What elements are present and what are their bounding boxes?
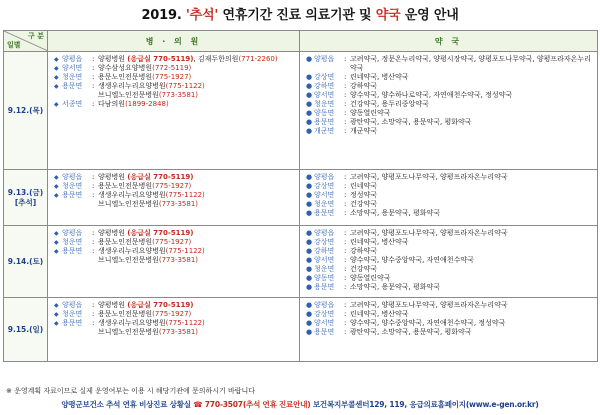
pharmacy-cell [300,170,598,226]
region-name: 서종면 [62,100,83,108]
separator: : [344,191,347,199]
circle-bullet-icon: ● [306,319,313,327]
region-name: 양서면 [314,91,335,99]
separator: : [92,301,95,309]
circle-bullet-icon: ● [306,91,313,99]
circle-bullet-icon: ● [306,73,313,81]
pharmacy-entry [306,73,593,82]
region-name: 청운면 [314,200,335,208]
separator: : [344,200,347,208]
pharmacy-entry [306,274,593,283]
region-name: 양동면 [314,109,335,117]
circle-bullet-icon: ● [306,55,313,63]
pharmacy-entry [306,256,593,265]
hospital-phone: (771-2260) [238,55,278,63]
region-name: 용문면 [314,118,335,126]
separator: : [344,118,347,126]
pharmacy-names: 고려약국, 양평포도나무약국, 양평프라자온누리약국 [350,229,508,237]
day-date: 9.15.(일) [7,324,44,334]
pharmacy-cell [300,298,598,362]
separator: : [92,64,95,72]
region-name: 강상면 [314,73,335,81]
pharmacy-names: 소망약국, 용문약국, 평화약국 [350,209,441,217]
hospital-phone: (775-1122) [165,82,205,90]
hospital-names [98,310,191,319]
separator: : [92,319,95,327]
hospital-names [98,100,169,109]
pharmacy-names: 양수약국, 양수하나로약국, 자연애천수약국, 정성약국 [350,91,513,99]
region-name: 청운면 [314,100,335,108]
region-name: 강하면 [314,82,335,90]
pharmacy-entry [306,247,593,256]
pharmacy-names: 강하약국 [350,247,378,255]
hospital-name: 용문노인전문병원 [98,310,153,318]
day-date: 9.14.(토) [7,256,44,266]
pharmacy-entry [306,191,593,200]
hospital-name: 용문노인전문병원 [98,73,153,81]
separator: : [92,173,95,181]
separator: : [344,209,347,217]
pharmacy-entry [306,55,593,73]
pharmacy-names: 광탄약국, 소망약국, 용문약국, 평화약국 [350,118,472,126]
square-bullet-icon: ◆ [54,230,59,237]
region-name: 청운면 [62,310,83,318]
hospital-name: 생생우리누리요양병원 [98,82,166,90]
hospital-entry [54,82,295,91]
region-name: 개군면 [314,127,335,135]
contact-phone: 770-3507(추석 연휴 진료안내) [202,400,311,409]
region-name: 용문면 [62,319,83,327]
region-name: 용문면 [62,82,83,90]
separator: : [344,182,347,190]
hospital-names [98,247,205,256]
pharmacy-entry [306,328,593,337]
pharmacy-cell [300,226,598,298]
region-name: 용문면 [314,209,335,217]
pharmacy-cell [300,52,598,170]
pharmacy-names: 린네약국, 병산약국 [350,73,409,81]
hospital-names [98,55,278,64]
pharmacy-names: 개군약국 [350,127,378,135]
square-bullet-icon: ◆ [54,101,59,108]
square-bullet-icon: ◆ [54,83,59,90]
hospital-names [98,73,191,82]
separator: : [344,256,347,264]
region-name: 양평읍 [314,173,335,181]
hospital-names [98,238,191,247]
schedule-table [3,30,598,362]
circle-bullet-icon: ● [306,328,313,336]
hospital-entry [54,247,295,256]
hospital-entry [54,55,295,64]
pharmacy-entry [306,182,593,191]
circle-bullet-icon: ● [306,238,313,246]
separator: : [344,100,347,108]
pharmacy-names: 린네약국, 병산약국 [350,310,409,318]
separator: : [92,100,95,108]
separator: : [92,247,95,255]
hospital-entry [54,238,295,247]
day-row [4,52,598,170]
pharmacy-entry [306,100,593,109]
day-row [4,298,598,362]
emergency-phone: (응급실 770-5119) [127,173,194,181]
emergency-phone: (응급실 770-5119) [127,229,194,237]
pharmacy-names: 건강약국 [350,200,378,208]
hospital-phone: (775-1927) [152,73,192,81]
square-bullet-icon: ◆ [54,56,59,63]
hospital-name: 용문노인전문병원 [98,238,153,246]
circle-bullet-icon: ● [306,200,313,208]
corner-label-category: 구 분 [28,32,44,40]
day-holiday-label: [추석] [14,197,37,207]
pharmacy-entry [306,310,593,319]
hospital-name: 양수삼성요양병원 [98,64,153,72]
region-name: 용문면 [62,191,83,199]
region-name: 양평읍 [62,55,83,63]
hospital-name: 브니엘노인전문병원 [98,91,159,99]
square-bullet-icon: ◆ [54,320,59,327]
circle-bullet-icon: ● [306,173,313,181]
separator: : [92,55,95,63]
day-date: 9.12.(목) [7,105,44,115]
hospital-entry [54,182,295,191]
pharmacy-names: 양수약국, 양수중앙약국, 자연애천수약국 [350,256,474,264]
hospital-entry [54,310,295,319]
hospital-names [98,82,205,91]
square-bullet-icon: ◆ [54,65,59,72]
separator: : [344,127,347,135]
pharmacy-names: 건강약국 [350,265,378,273]
hospital-phone: (1899-2848) [125,100,169,108]
region-name: 용문면 [62,247,83,255]
region-name: 양평읍 [62,301,83,309]
hospital-cell [48,226,300,298]
region-name: 양서면 [314,191,335,199]
hospital-names [98,229,193,238]
region-name: 청운면 [62,182,83,190]
region-name: 양서면 [314,319,335,327]
hospital-phone: (775-1927) [152,238,192,246]
pharmacy-entry [306,82,593,91]
region-name: 강하면 [314,247,335,255]
hospital-entry [54,229,295,238]
circle-bullet-icon: ● [306,247,313,255]
hospital-entry-extra [54,91,295,100]
hospital-names [98,173,193,182]
separator: : [92,310,95,318]
region-name: 청운면 [314,265,335,273]
circle-bullet-icon: ● [306,118,313,126]
title-highlight-pharmacy: 약국 [375,8,401,23]
square-bullet-icon: ◆ [54,302,59,309]
pharmacy-entry [306,209,593,218]
hospital-name: 용문노인전문병원 [98,182,153,190]
pharmacy-entry [306,265,593,274]
hospital-phone: (775-1122) [165,191,205,199]
separator: : [344,274,347,282]
separator: : [344,91,347,99]
region-name: 양평읍 [62,229,83,237]
hospital-name-2: , 김재두한의원 [193,55,239,63]
separator: : [92,82,95,90]
square-bullet-icon: ◆ [54,74,59,81]
separator: : [344,265,347,273]
pharmacy-names: 정성약국 [350,191,378,199]
separator: : [344,55,347,63]
hospital-entry-extra [54,256,295,265]
pharmacy-names: 강하약국 [350,82,378,90]
separator: : [344,283,347,291]
hospital-name: 생생우리누리요양병원 [98,191,166,199]
pharmacy-entry [306,91,593,100]
footnote: ※ 운영계획 자료이므로 실제 운영여부는 이용 시 해당기관에 문의하시기 바랍니다 [6,387,256,395]
title-middle: 연휴기간 진료 의료기관 및 [218,8,376,23]
contact-line [0,399,600,410]
separator: : [344,229,347,237]
region-name: 양동면 [314,274,335,282]
separator: : [92,73,95,81]
hospital-entry [54,64,295,73]
pharmacy-entry [306,283,593,292]
hospital-names [98,182,191,191]
region-name: 청운면 [62,73,83,81]
circle-bullet-icon: ● [306,127,313,135]
pharmacy-names: 양동열린약국 [350,274,391,282]
hospital-name: 생생우리누리요양병원 [98,247,166,255]
hospital-phone: (773-3581) [158,328,199,336]
hospital-name: 생생우리누리요양병원 [98,319,166,327]
region-name: 청운면 [62,238,83,246]
region-name: 양평읍 [314,229,335,237]
hospital-names [98,64,191,73]
pharmacy-entry [306,238,593,247]
pharmacy-entry [306,127,593,136]
circle-bullet-icon: ● [306,191,313,199]
separator: : [92,229,95,237]
pharmacy-names: 고려약국, 정문온누리약국, 양평시장약국, 양평포도나무약국, 양평프라자온누리약국 [350,55,591,72]
square-bullet-icon: ◆ [54,183,59,190]
contact-center: 양평군보건소 추석 연휴 비상진료 상황실 [61,400,194,409]
hospital-entry [54,173,295,182]
hospital-name: 브니엘노인전문병원 [98,200,159,208]
pharmacy-names: 양수약국, 양수중앙약국, 자연애천수약국, 정성약국 [350,319,506,327]
pharmacy-entry [306,118,593,127]
hospital-names [98,191,205,200]
pharmacy-names: 고려약국, 양평포도나무약국, 양평프라자온누리약국 [350,173,508,181]
hospital-cell [48,298,300,362]
hospital-phone: (773-3581) [158,256,199,264]
circle-bullet-icon: ● [306,256,313,264]
region-name: 강상면 [314,310,335,318]
circle-bullet-icon: ● [306,182,313,190]
separator: : [344,73,347,81]
square-bullet-icon: ◆ [54,192,59,199]
separator: : [92,191,95,199]
square-bullet-icon: ◆ [54,311,59,318]
title-year: 2019. [141,8,186,23]
hospital-phone: (773-3581) [158,91,199,99]
hospital-phone: (775-1122) [165,319,205,327]
phone-icon: ☎ [193,400,203,409]
region-name: 용문면 [314,283,335,291]
separator: : [92,238,95,246]
day-row [4,170,598,226]
square-bullet-icon: ◆ [54,248,59,255]
pharmacy-names: 린네약국 [350,182,378,190]
header-corner [4,31,48,52]
hospital-name: 양평병원 [98,229,128,237]
separator: : [344,109,347,117]
pharmacy-entry [306,200,593,209]
hospital-phone: (773-3581) [158,200,199,208]
header-pharmacy: 약 국 [300,31,598,52]
pharmacy-entry [306,301,593,310]
square-bullet-icon: ◆ [54,174,59,181]
circle-bullet-icon: ● [306,310,313,318]
hospital-name: 브니엘노인전문병원 [98,328,159,336]
hospital-phone: (775-1927) [152,310,192,318]
circle-bullet-icon: ● [306,209,313,217]
separator: : [344,247,347,255]
separator: : [92,182,95,190]
circle-bullet-icon: ● [306,82,313,90]
pharmacy-names: 광탄약국, 소망약국, 용문약국, 평화약국 [350,328,472,336]
region-name: 양평읍 [314,301,335,309]
day-cell [4,170,48,226]
pharmacy-names: 소망약국, 용문약국, 평화약국 [350,283,441,291]
separator: : [344,82,347,90]
hospital-name: 브니엘노인전문병원 [98,256,159,264]
hospital-cell [48,170,300,226]
pharmacy-names: 양동열린약국 [350,109,391,117]
circle-bullet-icon: ● [306,100,313,108]
separator: : [344,173,347,181]
separator: : [344,319,347,327]
circle-bullet-icon: ● [306,283,313,291]
day-row [4,226,598,298]
circle-bullet-icon: ● [306,301,313,309]
hospital-name: 양평병원 [98,173,128,181]
region-name: 양서면 [314,256,335,264]
hospital-name: 양평병원 [98,55,128,63]
hospital-phone: (775-1927) [152,182,192,190]
hospital-phone: (775-1122) [165,247,205,255]
hospital-phone: (772-5119) [152,64,192,72]
pharmacy-names: 건강약국, 용두리중앙약국 [350,100,429,108]
day-cell [4,298,48,362]
square-bullet-icon: ◆ [54,239,59,246]
circle-bullet-icon: ● [306,274,313,282]
circle-bullet-icon: ● [306,265,313,273]
circle-bullet-icon: ● [306,229,313,237]
emergency-phone: (응급실 770-5119) [127,55,194,63]
region-name: 강상면 [314,182,335,190]
title-highlight: '추석' [185,8,219,23]
region-name: 강상면 [314,238,335,246]
region-name: 양평읍 [314,55,335,63]
separator: : [344,238,347,246]
hospital-entry [54,191,295,200]
contact-other: 보건복지부콜센터129, 119, 응급의료홈페이지(www.e-gen.or.kr) [310,400,539,409]
pharmacy-entry [306,173,593,182]
pharmacy-names: 린네약국, 병산약국 [350,238,409,246]
pharmacy-entry [306,109,593,118]
page-title [0,4,600,23]
day-cell [4,226,48,298]
separator: : [344,301,347,309]
header-hospital: 병 · 의 원 [48,31,300,52]
separator: : [344,328,347,336]
region-name: 용문면 [314,328,335,336]
pharmacy-entry [306,319,593,328]
day-cell [4,52,48,170]
title-suffix: 운영 안내 [400,8,459,23]
hospital-entry [54,301,295,310]
hospital-cell [48,52,300,170]
hospital-names [98,301,193,310]
pharmacy-entry [306,229,593,238]
emergency-phone: (응급실 770-5119) [127,301,194,309]
hospital-name: 다남의원 [98,100,126,108]
hospital-entry-extra [54,200,295,209]
hospital-entry-extra [54,328,295,337]
hospital-entry [54,100,295,109]
separator: : [344,310,347,318]
header-row [4,31,598,52]
region-name: 양서면 [62,64,83,72]
circle-bullet-icon: ● [306,109,313,117]
corner-label-day: 일별 [7,41,21,49]
region-name: 양평읍 [62,173,83,181]
hospital-entry [54,319,295,328]
pharmacy-names: 고려약국, 양평포도나무약국, 양평프라자온누리약국 [350,301,508,309]
hospital-name: 양평병원 [98,301,128,309]
hospital-names [98,319,205,328]
day-date: 9.13.(금) [7,187,44,197]
hospital-entry [54,73,295,82]
